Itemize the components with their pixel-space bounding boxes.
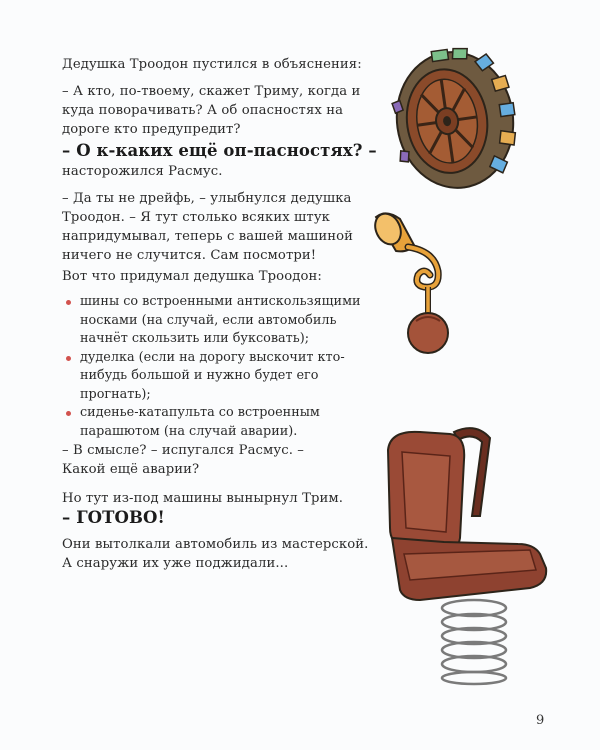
paragraph-trim-appears: Но тут из-под машины вынырнул Трим.: [62, 491, 344, 506]
inventions-list: [62, 293, 382, 441]
paragraph-rasmus-alert: насторожился Расмус.: [62, 164, 223, 179]
shout-dangers: – О к-каких ещё оп-пасностях? –: [62, 141, 377, 160]
list-item: сиденье-катапульта со встроенным парашютом (на случай аварии).: [62, 404, 382, 441]
paragraph-intro: Дедушка Троодон пустился в объяснения:: [62, 57, 362, 72]
shout-ready: – ГОТОВО!: [62, 508, 165, 527]
paragraph-list-intro: Вот что придумал дедушка Троодон:: [62, 269, 322, 284]
page-number: 9: [536, 713, 545, 728]
paragraph-what-accident: – В смысле? – испугался Расмус. – Какой ещё аварии?: [62, 443, 304, 477]
list-item: шины со встроенными антискользящими носками (на случай, если автомобиль начнёт скользить или буксовать);: [62, 293, 382, 349]
horn-illustration: [368, 205, 478, 360]
tire-with-socks-illustration: [385, 45, 525, 195]
paragraph-ending: Они вытолкали автомобиль из мастерской. А снаружи их уже поджидали...: [62, 537, 369, 571]
list-item: дуделка (если на дорогу выскочит кто-нибудь большой и нужно будет его прогнать);: [62, 349, 382, 405]
paragraph-question: – А кто, по-твоему, скажет Триму, когда и куда поворачивать? А об опасностях на дороге кто предупредит?: [62, 84, 361, 137]
paragraph-grandpa-reply: – Да ты не дрейфь, – улыбнулся дедушка Троодон. – Я тут столько всяких штук напридумывал, теперь с вашей машиной ничего не случится. Сам посмотри!: [62, 191, 354, 263]
catapult-seat-illustration: [380, 420, 560, 690]
